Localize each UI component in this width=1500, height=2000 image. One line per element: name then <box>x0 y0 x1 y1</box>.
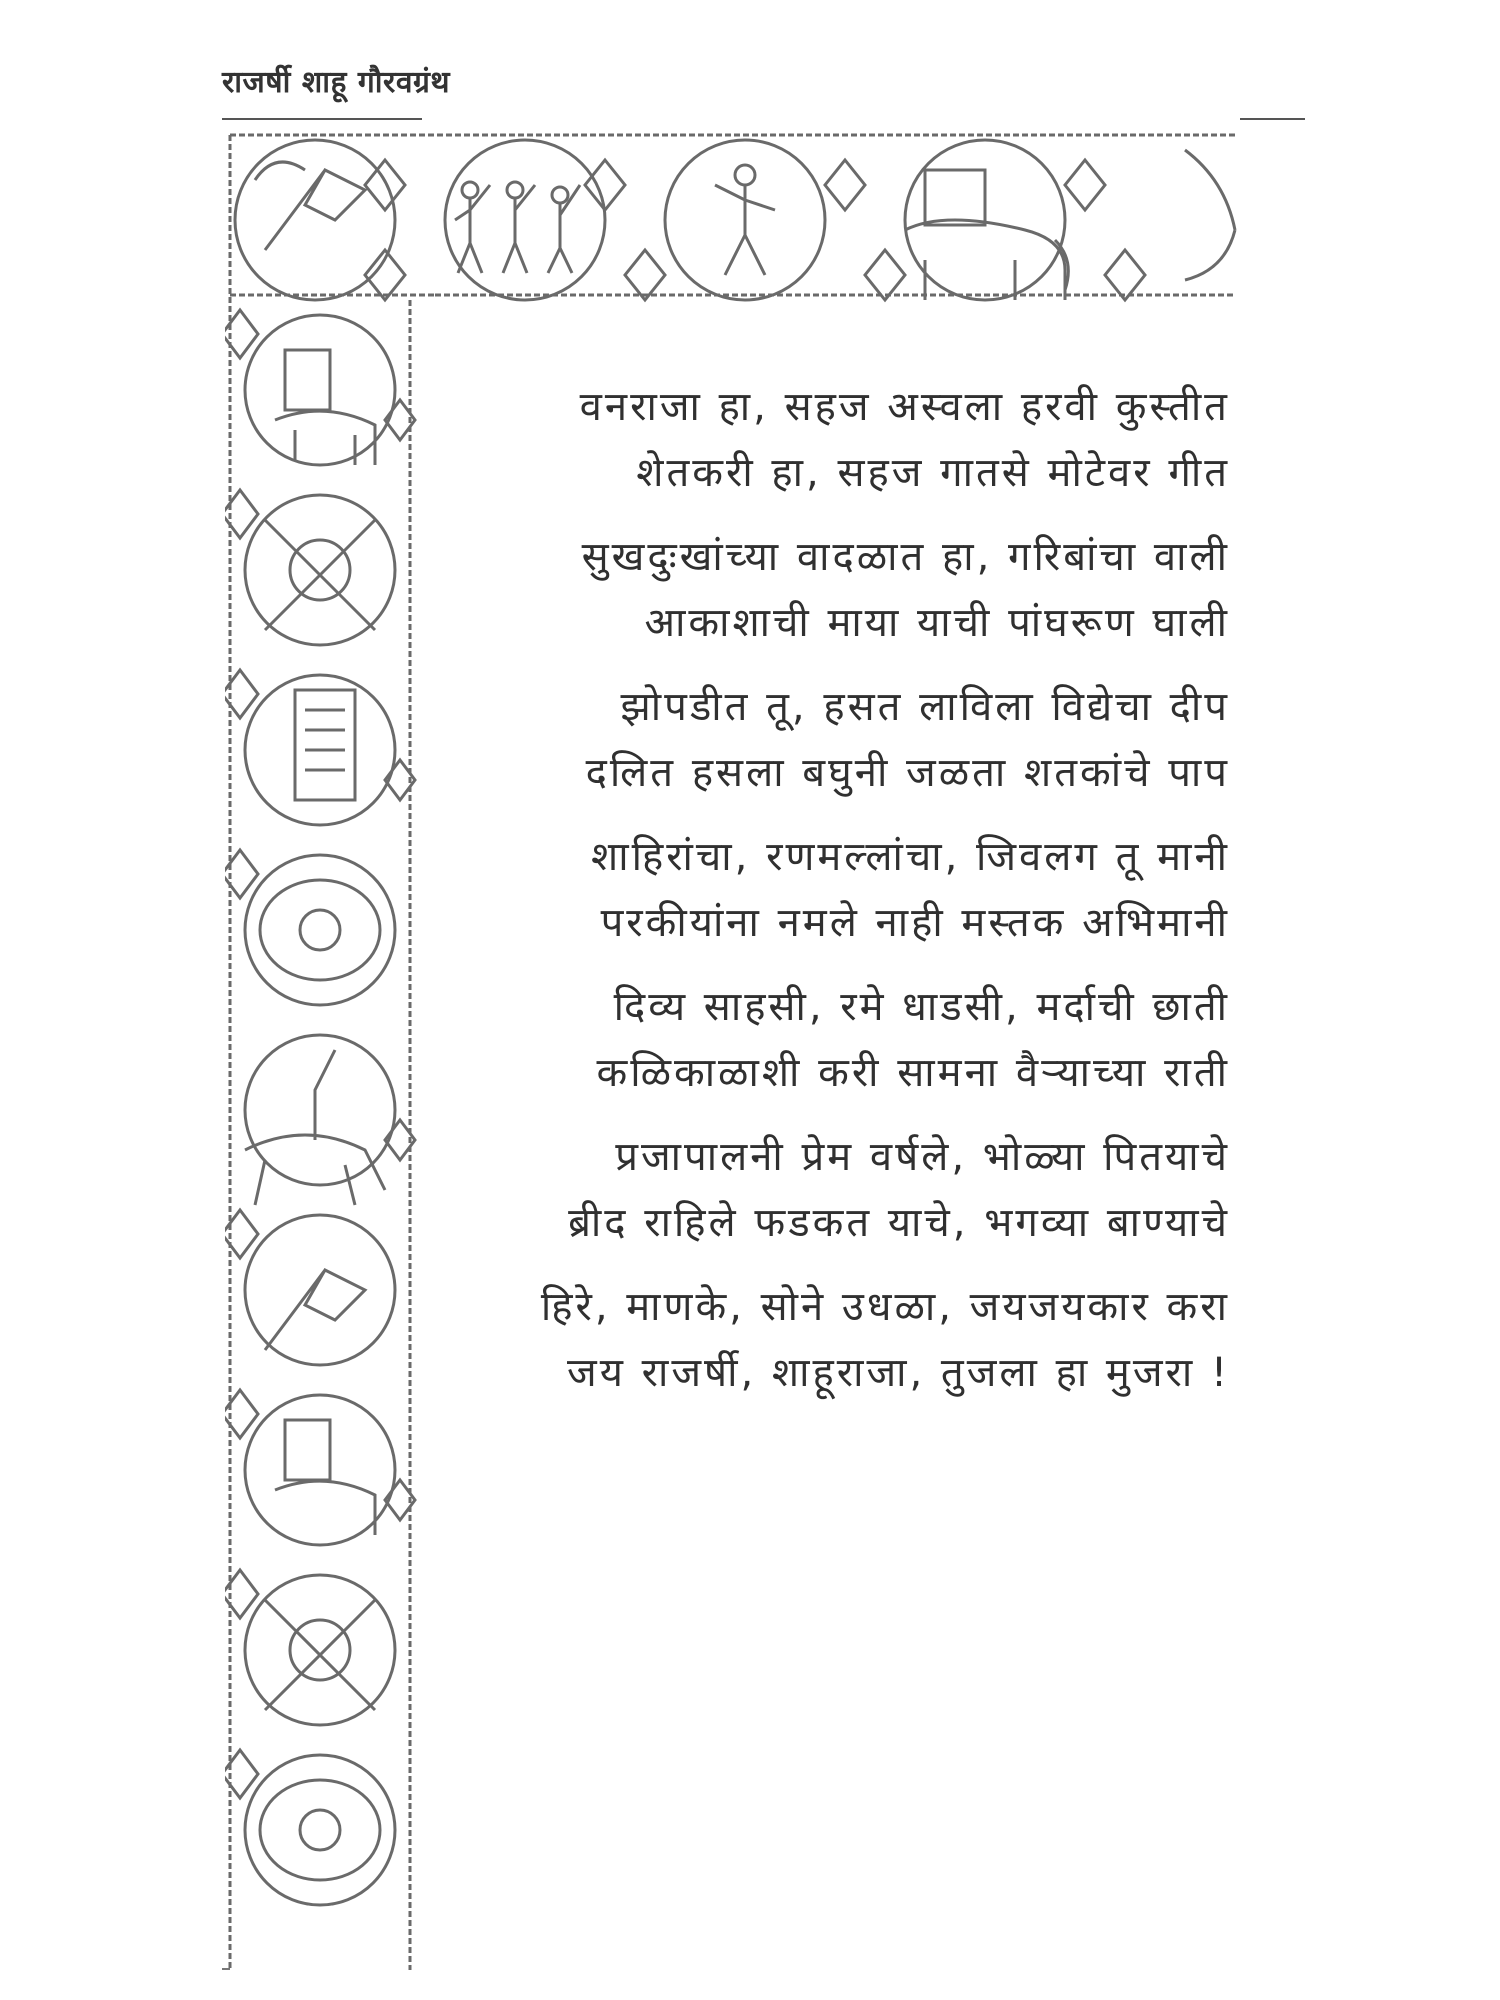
decorated-drum-2-icon <box>260 1780 380 1880</box>
poem-line: आकाशाची माया याची पांघरूण घाली <box>644 600 1230 646</box>
side-flag-icon <box>265 1270 365 1350</box>
stanza <box>470 385 1230 495</box>
poem-line: शाहिरांचा, रणमल्लांचा, जिवलग तू मानी <box>591 834 1230 880</box>
stanza <box>470 1135 1230 1245</box>
poem-line: कळिकाळाशी करी सामना वैऱ्याच्या राती <box>596 1050 1230 1096</box>
poem-line: वनराजा हा, सहज अस्वला हरवी कुस्तीत <box>579 384 1230 430</box>
margin-mark <box>222 1968 230 1970</box>
poem-line: जय राजर्षी, शाहूराजा, तुजला हा मुजरा ! <box>567 1350 1230 1396</box>
poem-line: परकीयांना नमले नाही मस्तक अभिमानी <box>600 900 1230 946</box>
header-rule-left <box>222 118 422 120</box>
header-rule-right <box>1240 118 1305 120</box>
poem-line: दलित हसला बघुनी जळता शतकांचे पाप <box>585 750 1230 796</box>
stanza <box>470 835 1230 945</box>
poem-line: दिव्य साहसी, रमे धाडसी, मर्दाची छाती <box>613 984 1230 1030</box>
poem-line: प्रजापालनी प्रेम वर्षले, भोळ्या पितयाचे <box>615 1134 1230 1180</box>
side-elephant-icon <box>275 350 375 465</box>
poem-line: हिरे, माणके, सोने उधळा, जयजयकार करा <box>540 1284 1230 1330</box>
poem-line: ब्रीद राहिले फडकत याचे, भगव्या बाण्याचे <box>568 1200 1230 1246</box>
decorated-drum-icon <box>260 880 380 980</box>
procession-figures-icon <box>455 182 580 273</box>
poem-line: शेतकरी हा, सहज गातसे मोटेवर गीत <box>636 450 1230 496</box>
crossed-swords-icon <box>265 520 375 630</box>
side-elephant-2-icon <box>275 1420 375 1535</box>
poem-line: सुखदुःखांच्या वादळात हा, गरिबांचा वाली <box>581 534 1230 580</box>
elephant-with-howdah-icon <box>905 170 1068 300</box>
dancing-figure-icon <box>715 165 775 275</box>
stanza <box>470 1285 1230 1395</box>
page-header-title: राजर्षी शाहू गौरवग्रंथ <box>222 65 451 100</box>
poem-line: झोपडीत तू, हसत लाविला विद्येचा दीप <box>620 684 1230 730</box>
stanza <box>470 985 1230 1095</box>
scroll-icon <box>295 690 355 800</box>
flag-emblem-icon <box>255 162 365 250</box>
crossed-swords-2-icon <box>265 1600 375 1710</box>
poem <box>470 385 1230 1435</box>
stanza <box>470 535 1230 645</box>
top-border-band <box>230 135 1235 300</box>
stanza <box>470 685 1230 795</box>
horse-rider-icon <box>245 1050 385 1205</box>
